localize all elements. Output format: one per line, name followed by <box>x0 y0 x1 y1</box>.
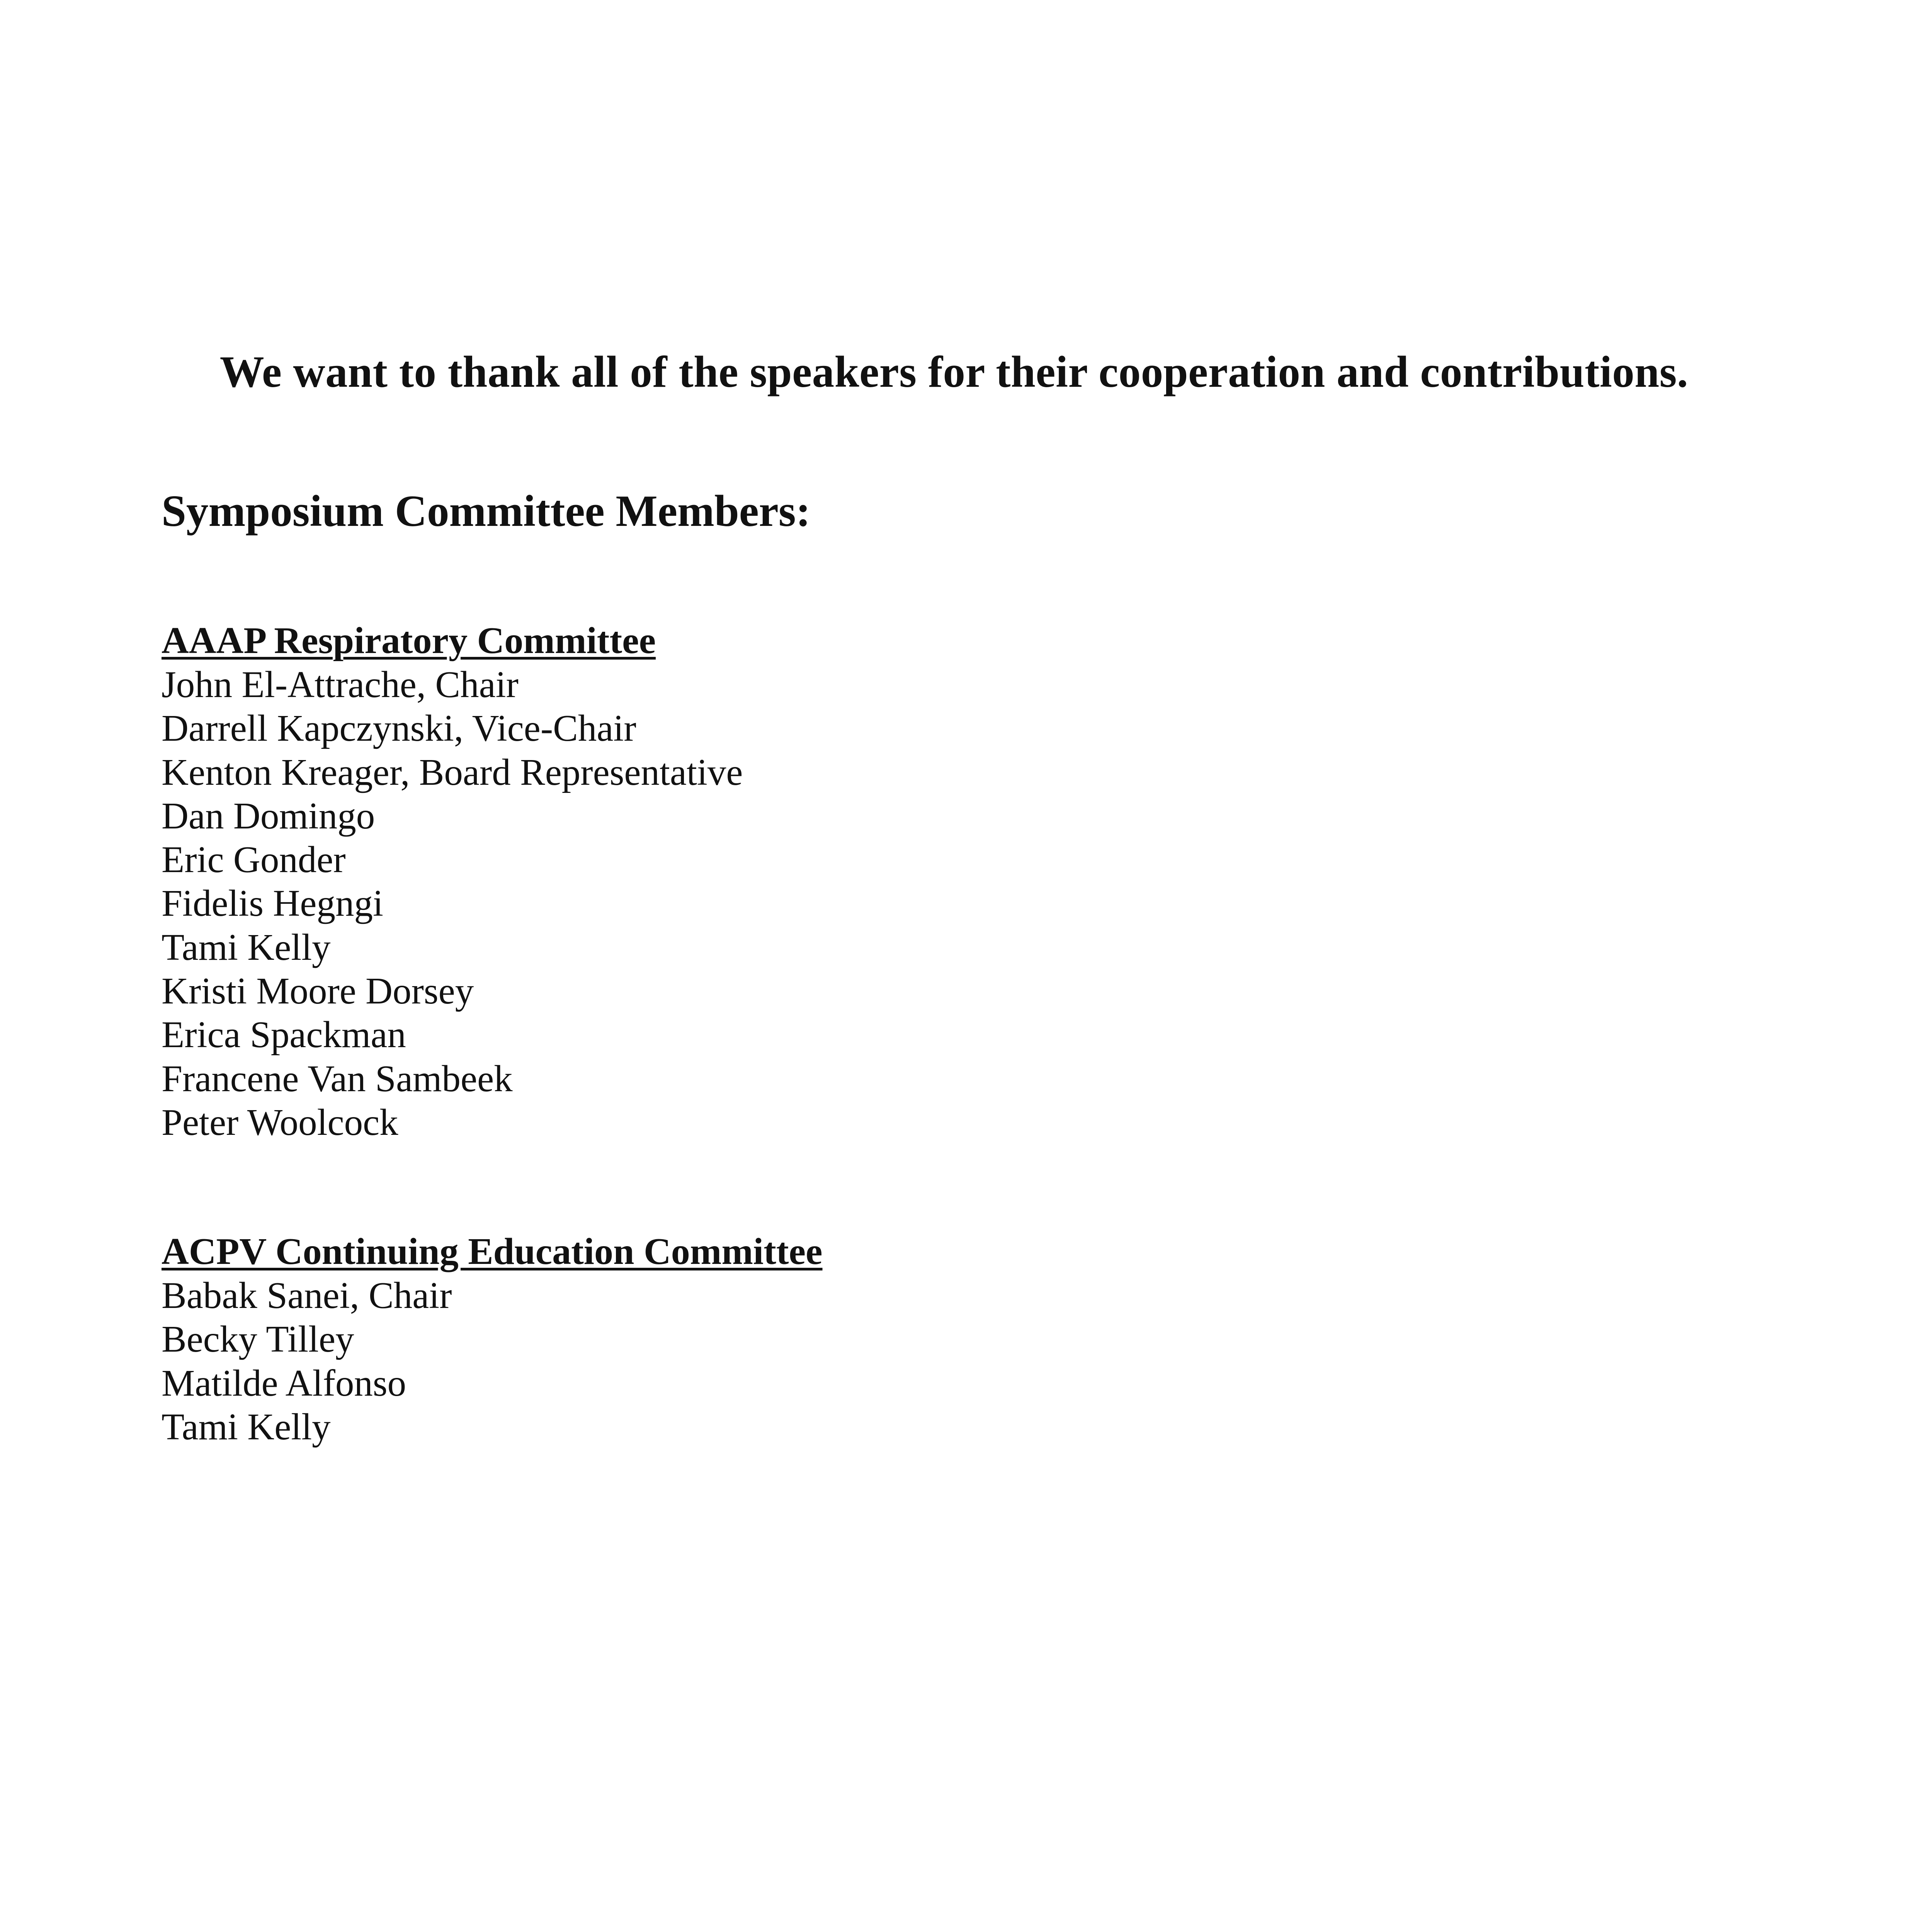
member-item: Matilde Alfonso <box>162 1362 406 1404</box>
member-item: Fidelis Hegngi <box>162 883 383 924</box>
committee-acpv-continuing-education <box>162 1230 1321 1449</box>
thanks-line: We want to thank all of the speakers for their cooperation and contributions. <box>219 347 1689 396</box>
member-item: Eric Gonder <box>162 839 346 881</box>
member-item: Darrell Kapczynski, Vice-Chair <box>162 707 636 749</box>
member-list <box>162 1274 1321 1449</box>
member-item: Erica Spackman <box>162 1014 406 1056</box>
member-item: Peter Woolcock <box>162 1101 398 1143</box>
member-item: Dan Domingo <box>162 795 375 837</box>
committee-title: AAAP Respiratory Committee <box>162 620 656 662</box>
member-list <box>162 663 1321 1144</box>
member-item: Kenton Kreager, Board Representative <box>162 751 743 793</box>
symposium-heading: Symposium Committee Members: <box>162 486 811 536</box>
member-item: Kristi Moore Dorsey <box>162 970 474 1012</box>
member-item: Tami Kelly <box>162 926 331 968</box>
member-item: Babak Sanei, Chair <box>162 1275 452 1316</box>
member-item: Becky Tilley <box>162 1318 354 1360</box>
member-item: Tami Kelly <box>162 1406 331 1447</box>
member-item: John El-Attrache, Chair <box>162 664 519 705</box>
committee-title: ACPV Continuing Education Committee <box>162 1231 823 1272</box>
committee-aaap-respiratory <box>162 619 1321 1144</box>
member-item: Francene Van Sambeek <box>162 1058 513 1099</box>
